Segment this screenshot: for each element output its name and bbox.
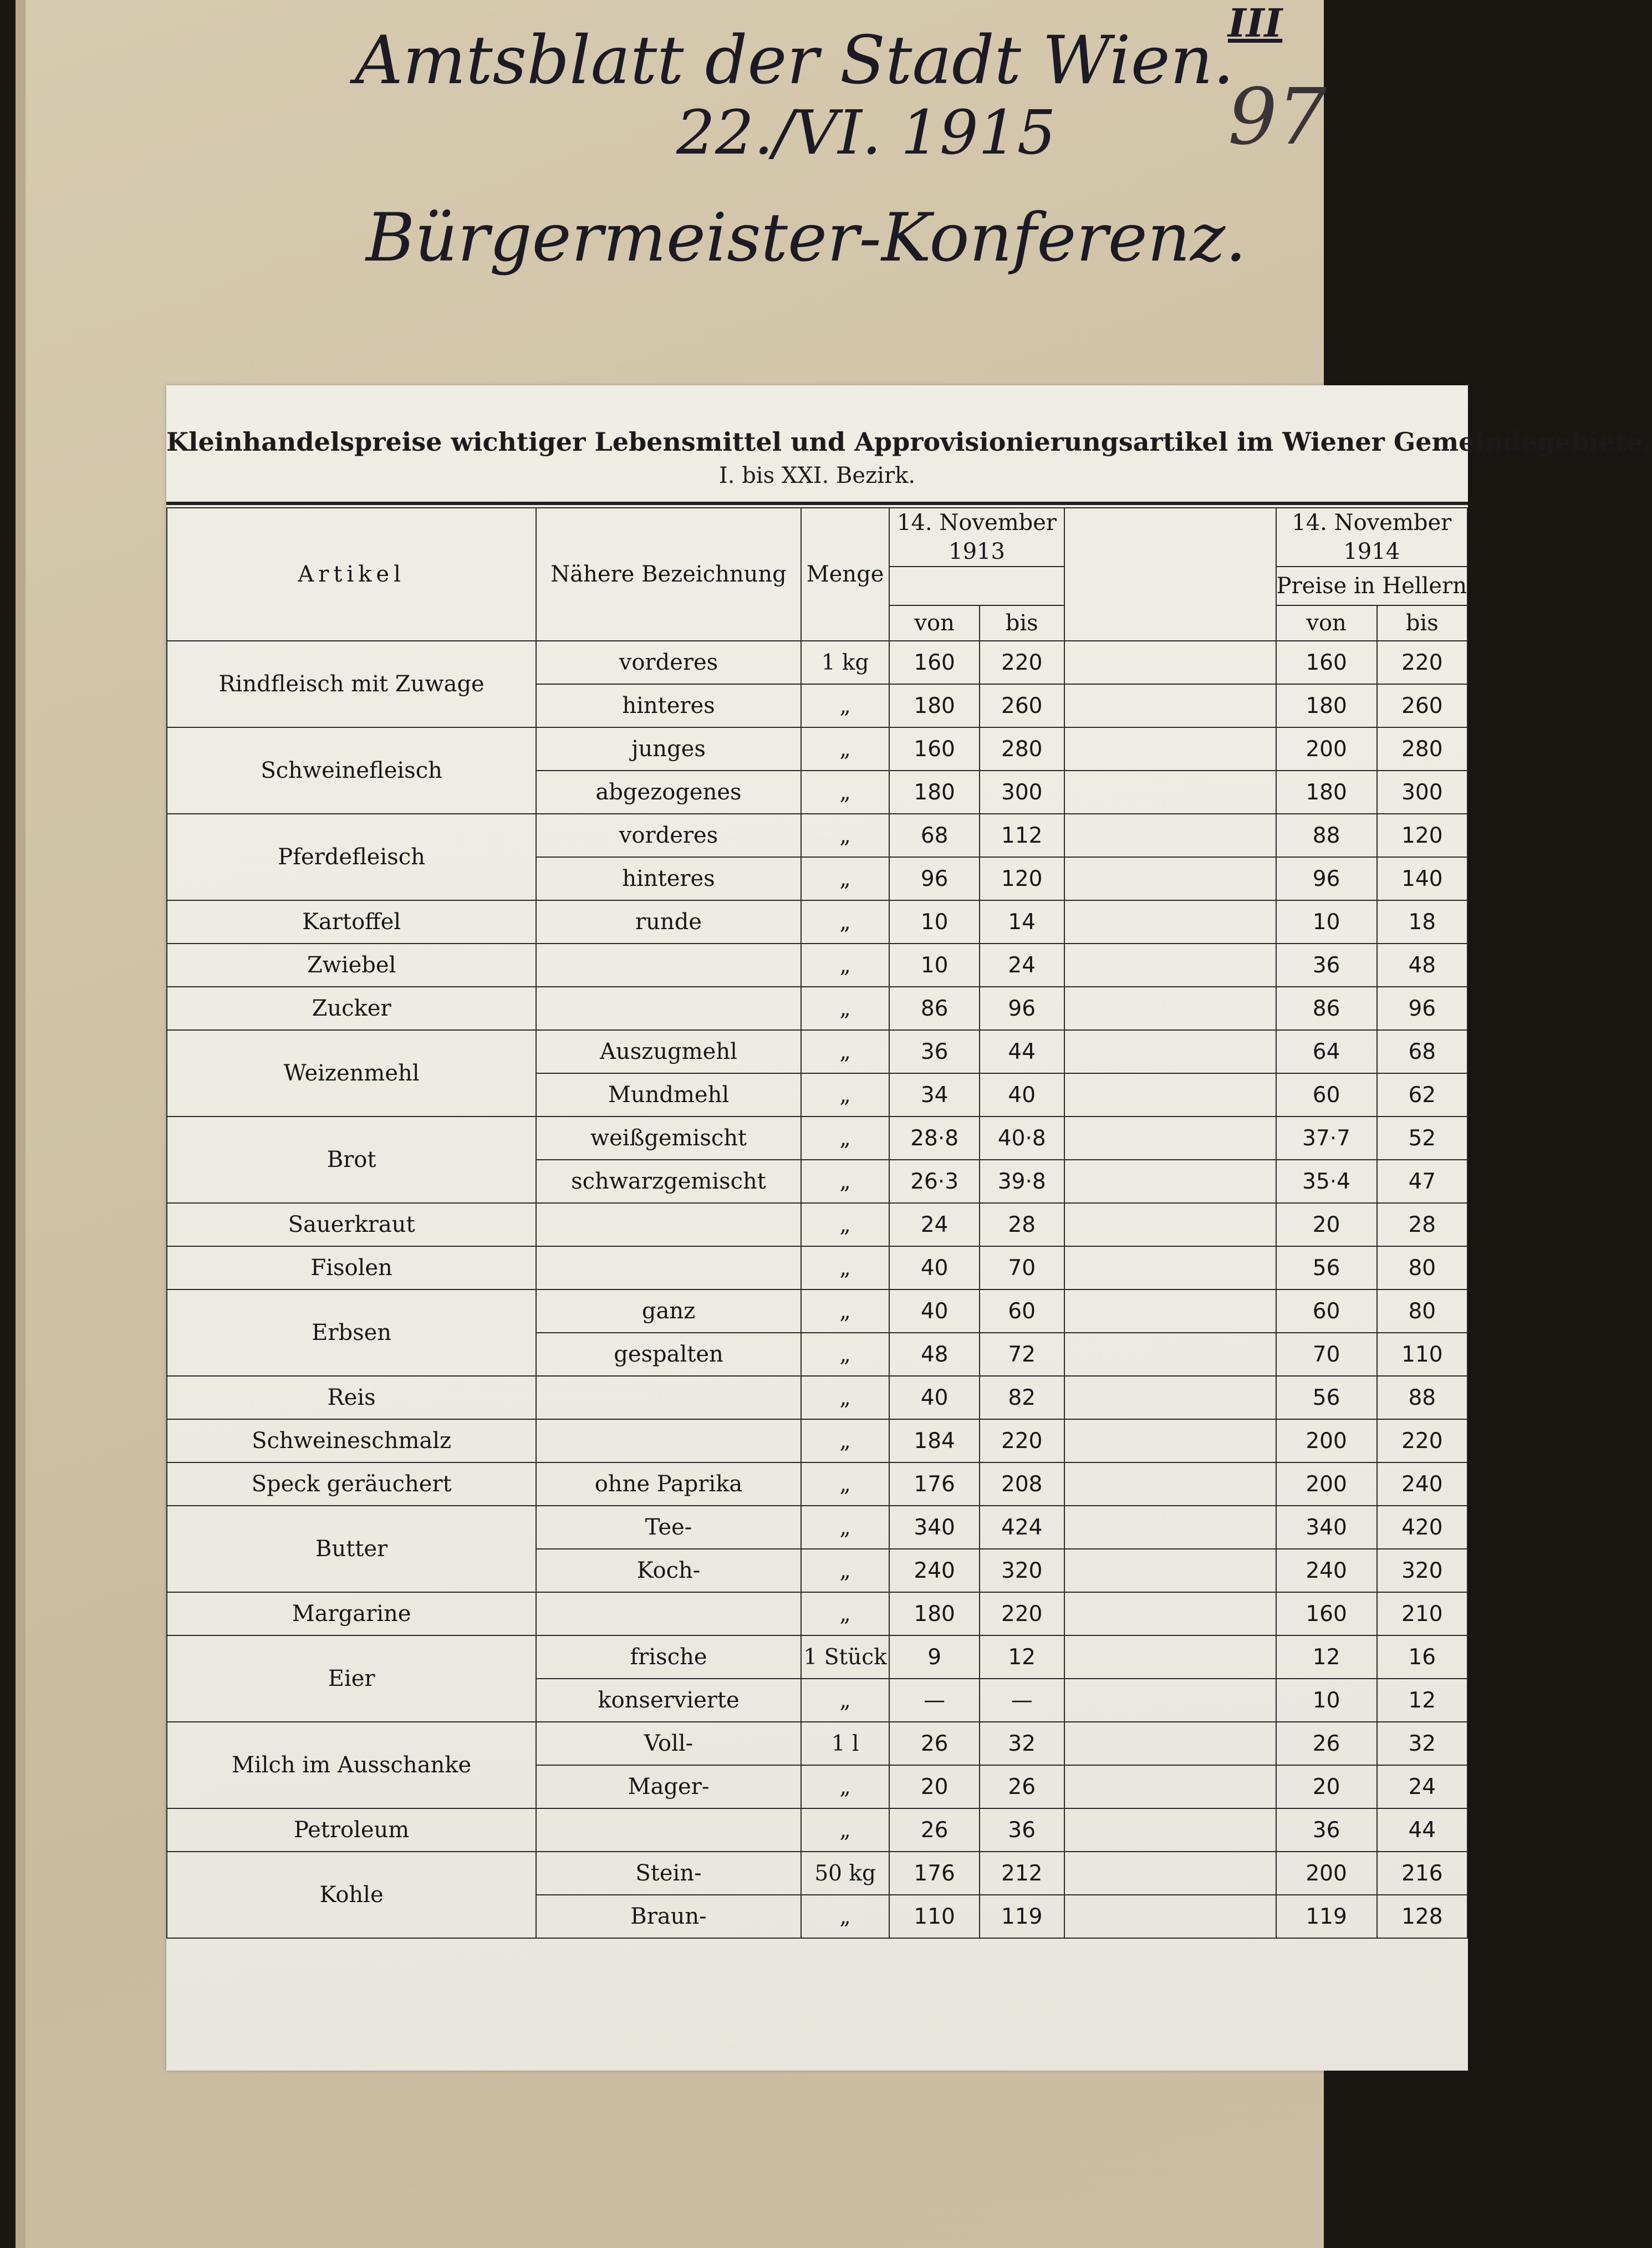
cell-von-1914: 86	[1276, 987, 1377, 1030]
cell-quantity: „	[801, 1765, 890, 1808]
cell-von-1913: 24	[889, 1203, 979, 1246]
cell-description	[536, 987, 801, 1030]
cell-quantity: „	[801, 857, 890, 900]
table-row	[167, 1808, 1467, 1852]
cell-gap	[1064, 1895, 1276, 1938]
table-row	[167, 641, 1467, 684]
cell-von-1913: —	[889, 1679, 979, 1722]
cell-gap	[1064, 1117, 1276, 1160]
cell-von-1913: 26·3	[889, 1160, 979, 1203]
cell-bis-1913: 82	[980, 1376, 1064, 1419]
cell-bis-1913: 320	[980, 1549, 1064, 1592]
cell-description	[536, 1376, 801, 1419]
header-date-1914: 14. November 1914	[1276, 508, 1467, 567]
cell-von-1913: 10	[889, 900, 979, 944]
cell-von-1914: 200	[1276, 1852, 1377, 1895]
cell-description	[536, 1808, 801, 1852]
cell-von-1913: 20	[889, 1765, 979, 1808]
cell-von-1914: 60	[1276, 1289, 1377, 1333]
handwritten-subject: Bürgermeister-Konferenz.	[366, 200, 1247, 277]
cell-description: hinteres	[536, 684, 801, 727]
cell-gap	[1064, 771, 1276, 814]
header-preise: Preise in Hellern	[1276, 567, 1467, 605]
header-bezeichnung: Nähere Bezeichnung	[536, 508, 801, 641]
cell-von-1914: 36	[1276, 1808, 1377, 1852]
cell-bis-1913: 220	[980, 1419, 1064, 1462]
cell-quantity: „	[801, 1808, 890, 1852]
cell-bis-1913: 220	[980, 1592, 1064, 1635]
cell-von-1913: 40	[889, 1246, 979, 1289]
cell-von-1914: 340	[1276, 1506, 1377, 1549]
cell-quantity: „	[801, 944, 890, 987]
cell-article: Rindfleisch mit Zuwage	[167, 641, 536, 727]
cell-von-1914: 64	[1276, 1030, 1377, 1073]
table-row	[167, 1852, 1467, 1895]
header-von-1913: von	[889, 605, 979, 641]
cell-bis-1914: 68	[1377, 1030, 1467, 1073]
cell-von-1914: 10	[1276, 900, 1377, 944]
cell-bis-1913: 260	[980, 684, 1064, 727]
cell-quantity: „	[801, 1592, 890, 1635]
paper-left-edge	[16, 0, 26, 2248]
cell-quantity: „	[801, 727, 890, 771]
cell-von-1914: 200	[1276, 727, 1377, 771]
table-row	[167, 1246, 1467, 1289]
cell-bis-1914: 62	[1377, 1073, 1467, 1117]
cell-gap	[1064, 1160, 1276, 1203]
table-row	[167, 1203, 1467, 1246]
cell-article: Weizenmehl	[167, 1030, 536, 1117]
cell-von-1914: 35·4	[1276, 1160, 1377, 1203]
cell-von-1914: 60	[1276, 1073, 1377, 1117]
table-row	[167, 1376, 1467, 1419]
cell-gap	[1064, 1073, 1276, 1117]
cell-description: konservierte	[536, 1679, 801, 1722]
cell-bis-1914: 47	[1377, 1160, 1467, 1203]
cell-quantity: 1 l	[801, 1722, 890, 1765]
cell-von-1913: 184	[889, 1419, 979, 1462]
cell-von-1913: 240	[889, 1549, 979, 1592]
header-preise-left	[889, 567, 1064, 605]
cell-bis-1914: 110	[1377, 1333, 1467, 1376]
cell-bis-1914: 52	[1377, 1117, 1467, 1160]
cell-description: hinteres	[536, 857, 801, 900]
cell-article: Kohle	[167, 1852, 536, 1938]
cell-quantity: „	[801, 1679, 890, 1722]
cell-bis-1913: 60	[980, 1289, 1064, 1333]
cell-bis-1914: 140	[1377, 857, 1467, 900]
cell-bis-1913: 26	[980, 1765, 1064, 1808]
cell-quantity: „	[801, 1246, 890, 1289]
cell-description: Tee-	[536, 1506, 801, 1549]
cell-bis-1913: 280	[980, 727, 1064, 771]
cell-bis-1914: 280	[1377, 727, 1467, 771]
clipping-title: Kleinhandelspreise wichtiger Lebensmittel und Approvisionierungsartikel im Wiener Gemeindegebiete.	[166, 427, 1652, 457]
cell-description: Mundmehl	[536, 1073, 801, 1117]
cell-bis-1914: 120	[1377, 814, 1467, 857]
header-artikel: Artikel	[167, 508, 536, 641]
cell-gap	[1064, 1462, 1276, 1506]
cell-von-1914: 10	[1276, 1679, 1377, 1722]
cell-description	[536, 1203, 801, 1246]
cell-gap	[1064, 900, 1276, 944]
cell-von-1913: 160	[889, 641, 979, 684]
header-von-1914: von	[1276, 605, 1377, 641]
cell-gap	[1064, 814, 1276, 857]
cell-description: Braun-	[536, 1895, 801, 1938]
header-bis-1913: bis	[980, 605, 1064, 641]
cell-bis-1913: 70	[980, 1246, 1064, 1289]
cell-quantity: „	[801, 900, 890, 944]
table-row	[167, 1462, 1467, 1506]
cell-von-1914: 20	[1276, 1203, 1377, 1246]
cell-von-1913: 180	[889, 771, 979, 814]
cell-quantity: „	[801, 1030, 890, 1073]
cell-von-1914: 88	[1276, 814, 1377, 857]
cell-gap	[1064, 1808, 1276, 1852]
cell-bis-1913: 119	[980, 1895, 1064, 1938]
handwritten-date: 22./VI. 1915	[676, 97, 1056, 168]
cell-quantity: „	[801, 1895, 890, 1938]
cell-description: frische	[536, 1635, 801, 1679]
cell-bis-1914: 18	[1377, 900, 1467, 944]
cell-gap	[1064, 1506, 1276, 1549]
cell-von-1913: 340	[889, 1506, 979, 1549]
cell-article: Fisolen	[167, 1246, 536, 1289]
cell-article: Kartoffel	[167, 900, 536, 944]
cell-quantity: „	[801, 1073, 890, 1117]
cell-gap	[1064, 1333, 1276, 1376]
cell-gap	[1064, 1203, 1276, 1246]
cell-description: abgezogenes	[536, 771, 801, 814]
cell-article: Erbsen	[167, 1289, 536, 1376]
cell-bis-1913: 40·8	[980, 1117, 1064, 1160]
table-row	[167, 814, 1467, 857]
cell-description: vorderes	[536, 641, 801, 684]
cell-quantity: „	[801, 987, 890, 1030]
cell-von-1914: 56	[1276, 1246, 1377, 1289]
cell-von-1914: 96	[1276, 857, 1377, 900]
cell-bis-1913: 12	[980, 1635, 1064, 1679]
cell-bis-1914: 216	[1377, 1852, 1467, 1895]
cell-article: Schweinefleisch	[167, 727, 536, 814]
cell-von-1913: 96	[889, 857, 979, 900]
cell-bis-1913: 44	[980, 1030, 1064, 1073]
cell-bis-1913: 112	[980, 814, 1064, 857]
cell-von-1914: 56	[1276, 1376, 1377, 1419]
cell-gap	[1064, 1852, 1276, 1895]
cell-quantity: 1 kg	[801, 641, 890, 684]
cell-bis-1913: 96	[980, 987, 1064, 1030]
title-rule	[166, 502, 1468, 505]
cell-von-1913: 48	[889, 1333, 979, 1376]
cell-quantity: „	[801, 1333, 890, 1376]
cell-bis-1914: 96	[1377, 987, 1467, 1030]
cell-description	[536, 1592, 801, 1635]
cell-quantity: „	[801, 684, 890, 727]
handwritten-roman-numeral: III	[1228, 0, 1283, 46]
table-row	[167, 1506, 1467, 1549]
cell-gap	[1064, 1549, 1276, 1592]
cell-von-1913: 176	[889, 1852, 979, 1895]
cell-bis-1913: 28	[980, 1203, 1064, 1246]
header-gap	[1064, 508, 1276, 641]
cell-description: gespalten	[536, 1333, 801, 1376]
cell-von-1913: 9	[889, 1635, 979, 1679]
cell-bis-1913: 40	[980, 1073, 1064, 1117]
cell-von-1914: 20	[1276, 1765, 1377, 1808]
cell-von-1913: 68	[889, 814, 979, 857]
cell-bis-1914: 420	[1377, 1506, 1467, 1549]
cell-description: Auszugmehl	[536, 1030, 801, 1073]
table-row	[167, 987, 1467, 1030]
cell-gap	[1064, 684, 1276, 727]
cell-von-1914: 180	[1276, 684, 1377, 727]
table-row	[167, 1419, 1467, 1462]
cell-gap	[1064, 1376, 1276, 1419]
cell-bis-1914: 12	[1377, 1679, 1467, 1722]
price-table	[166, 507, 1468, 1939]
cell-bis-1914: 128	[1377, 1895, 1467, 1938]
cell-bis-1913: 208	[980, 1462, 1064, 1506]
table-row	[167, 1030, 1467, 1073]
cell-bis-1913: 39·8	[980, 1160, 1064, 1203]
cell-quantity: 1 Stück	[801, 1635, 890, 1679]
cell-bis-1914: 88	[1377, 1376, 1467, 1419]
cell-article: Margarine	[167, 1592, 536, 1635]
cell-bis-1914: 320	[1377, 1549, 1467, 1592]
cell-von-1914: 12	[1276, 1635, 1377, 1679]
cell-von-1913: 28·8	[889, 1117, 979, 1160]
table-row	[167, 1117, 1467, 1160]
cell-bis-1914: 240	[1377, 1462, 1467, 1506]
cell-gap	[1064, 1246, 1276, 1289]
table-row	[167, 1592, 1467, 1635]
cell-quantity: 50 kg	[801, 1852, 890, 1895]
cell-bis-1913: 300	[980, 771, 1064, 814]
cell-gap	[1064, 1635, 1276, 1679]
cell-von-1913: 86	[889, 987, 979, 1030]
cell-gap	[1064, 1592, 1276, 1635]
table-row	[167, 1289, 1467, 1333]
cell-description: schwarzgemischt	[536, 1160, 801, 1203]
cell-bis-1913: 32	[980, 1722, 1064, 1765]
cell-von-1914: 200	[1276, 1419, 1377, 1462]
cell-von-1914: 36	[1276, 944, 1377, 987]
cell-gap	[1064, 727, 1276, 771]
cell-description	[536, 1246, 801, 1289]
cell-von-1914: 119	[1276, 1895, 1377, 1938]
cell-bis-1914: 32	[1377, 1722, 1467, 1765]
cell-von-1914: 70	[1276, 1333, 1377, 1376]
cell-description	[536, 1419, 801, 1462]
cell-bis-1914: 210	[1377, 1592, 1467, 1635]
cell-article: Petroleum	[167, 1808, 536, 1852]
cell-quantity: „	[801, 1203, 890, 1246]
cell-description: ganz	[536, 1289, 801, 1333]
cell-article: Zwiebel	[167, 944, 536, 987]
cell-gap	[1064, 987, 1276, 1030]
cell-description: Koch-	[536, 1549, 801, 1592]
cell-gap	[1064, 857, 1276, 900]
table-row	[167, 1635, 1467, 1679]
cell-description: Voll-	[536, 1722, 801, 1765]
clipping-subtitle: I. bis XXI. Bezirk.	[718, 463, 916, 488]
cell-bis-1913: 24	[980, 944, 1064, 987]
table-row	[167, 900, 1467, 944]
cell-gap	[1064, 944, 1276, 987]
cell-von-1913: 180	[889, 684, 979, 727]
header-date-1913: 14. November 1913	[889, 508, 1064, 567]
cell-von-1914: 200	[1276, 1462, 1377, 1506]
table-row	[167, 944, 1467, 987]
cell-bis-1914: 24	[1377, 1765, 1467, 1808]
cell-quantity: „	[801, 1506, 890, 1549]
cell-bis-1914: 80	[1377, 1246, 1467, 1289]
table-row	[167, 1722, 1467, 1765]
cell-description: Mager-	[536, 1765, 801, 1808]
header-menge: Menge	[801, 508, 890, 641]
cell-von-1913: 40	[889, 1289, 979, 1333]
cell-bis-1914: 220	[1377, 641, 1467, 684]
cell-gap	[1064, 1765, 1276, 1808]
cell-bis-1913: —	[980, 1679, 1064, 1722]
cell-von-1913: 160	[889, 727, 979, 771]
cell-article: Speck geräuchert	[167, 1462, 536, 1506]
cell-gap	[1064, 1030, 1276, 1073]
cell-von-1913: 26	[889, 1808, 979, 1852]
cell-von-1913: 176	[889, 1462, 979, 1506]
cell-bis-1913: 212	[980, 1852, 1064, 1895]
cell-quantity: „	[801, 1117, 890, 1160]
cell-von-1913: 10	[889, 944, 979, 987]
cell-bis-1914: 220	[1377, 1419, 1467, 1462]
cell-quantity: „	[801, 1160, 890, 1203]
cell-bis-1914: 300	[1377, 771, 1467, 814]
price-table-body	[167, 641, 1467, 1938]
cell-von-1913: 26	[889, 1722, 979, 1765]
cell-von-1913: 180	[889, 1592, 979, 1635]
cell-quantity: „	[801, 1419, 890, 1462]
cell-article: Sauerkraut	[167, 1203, 536, 1246]
cell-von-1914: 160	[1276, 1592, 1377, 1635]
cell-bis-1914: 80	[1377, 1289, 1467, 1333]
cell-description: junges	[536, 727, 801, 771]
cell-von-1914: 180	[1276, 771, 1377, 814]
cell-quantity: „	[801, 771, 890, 814]
cell-quantity: „	[801, 1549, 890, 1592]
cell-description: vorderes	[536, 814, 801, 857]
cell-bis-1913: 72	[980, 1333, 1064, 1376]
cell-von-1913: 110	[889, 1895, 979, 1938]
cell-bis-1913: 14	[980, 900, 1064, 944]
cell-bis-1913: 424	[980, 1506, 1064, 1549]
cell-gap	[1064, 1722, 1276, 1765]
cell-description	[536, 944, 801, 987]
cell-von-1913: 34	[889, 1073, 979, 1117]
cell-description: weißgemischt	[536, 1117, 801, 1160]
cell-bis-1913: 120	[980, 857, 1064, 900]
cell-bis-1914: 16	[1377, 1635, 1467, 1679]
cell-quantity: „	[801, 1376, 890, 1419]
cell-bis-1914: 28	[1377, 1203, 1467, 1246]
cell-von-1913: 36	[889, 1030, 979, 1073]
cell-gap	[1064, 641, 1276, 684]
cell-bis-1914: 44	[1377, 1808, 1467, 1852]
cell-article: Pferdefleisch	[167, 814, 536, 900]
cell-gap	[1064, 1679, 1276, 1722]
cell-von-1913: 40	[889, 1376, 979, 1419]
cell-article: Zucker	[167, 987, 536, 1030]
cell-article: Brot	[167, 1117, 536, 1203]
cell-bis-1914: 48	[1377, 944, 1467, 987]
handwritten-source-title: Amtsblatt der Stadt Wien.	[355, 22, 1235, 99]
cell-bis-1913: 36	[980, 1808, 1064, 1852]
handwritten-folio-number: 97	[1228, 72, 1327, 162]
cell-von-1914: 26	[1276, 1722, 1377, 1765]
cell-bis-1913: 220	[980, 641, 1064, 684]
cell-description: runde	[536, 900, 801, 944]
cell-von-1914: 240	[1276, 1549, 1377, 1592]
cell-bis-1914: 260	[1377, 684, 1467, 727]
cell-quantity: „	[801, 1289, 890, 1333]
cell-article: Butter	[167, 1506, 536, 1592]
cell-quantity: „	[801, 814, 890, 857]
table-row	[167, 727, 1467, 771]
cell-article: Schweineschmalz	[167, 1419, 536, 1462]
cell-article: Reis	[167, 1376, 536, 1419]
cell-gap	[1064, 1289, 1276, 1333]
cell-description: Stein-	[536, 1852, 801, 1895]
cell-gap	[1064, 1419, 1276, 1462]
newspaper-clipping	[166, 385, 1652, 2071]
cell-article: Eier	[167, 1635, 536, 1722]
header-bis-1914: bis	[1377, 605, 1467, 641]
cell-description: ohne Paprika	[536, 1462, 801, 1506]
cell-quantity: „	[801, 1462, 890, 1506]
cell-article: Milch im Ausschanke	[167, 1722, 536, 1808]
cell-von-1914: 160	[1276, 641, 1377, 684]
cell-von-1914: 37·7	[1276, 1117, 1377, 1160]
